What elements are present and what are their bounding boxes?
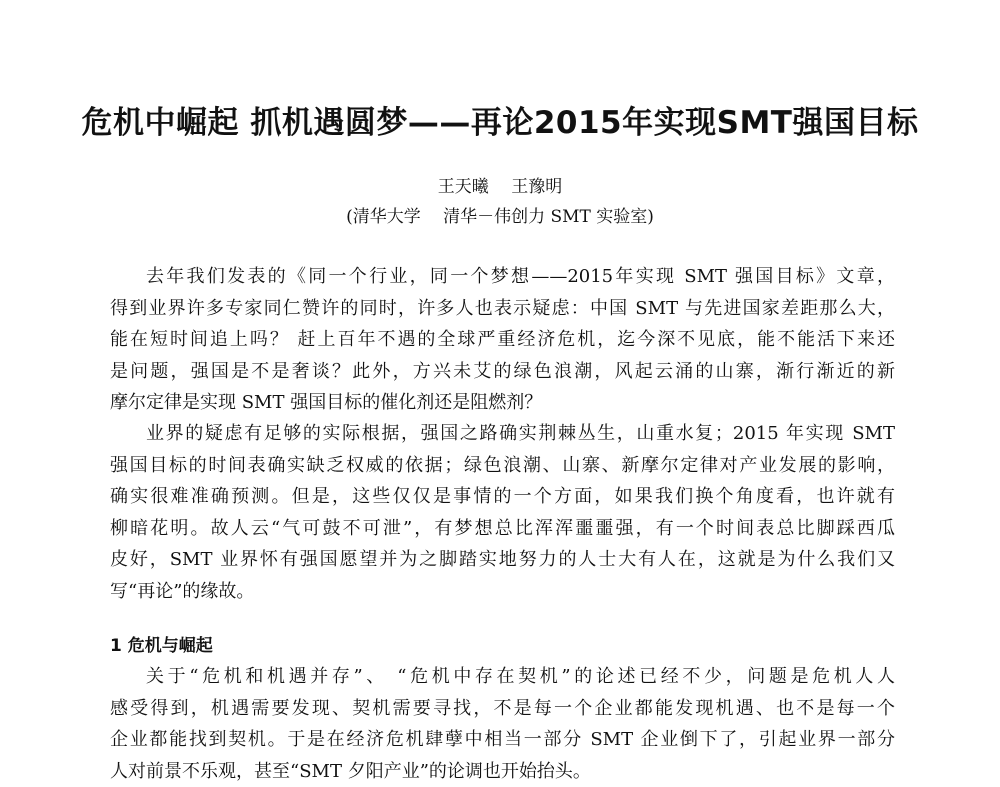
paper-title: 危机中崛起 抓机遇圆梦——再论2015年实现SMT强国目标 [0, 101, 1000, 145]
paragraph-line: 确实很难准确预测。但是，这些仅仅是事情的一个方面，如果我们换个角度看，也许就有 [110, 481, 895, 513]
paragraph-line: 皮好，SMT 业界怀有强国愿望并为之脚踏实地努力的人士大有人在，这就是为什么我们又 [110, 544, 895, 576]
paragraph-line: 得到业界许多专家同仁赞许的同时，许多人也表示疑虑：中国 SMT 与先进国家差距那么大， [110, 293, 895, 325]
paragraph-line: 是问题，强国是不是奢谈？此外，方兴未艾的绿色浪潮，风起云涌的山寨，渐行渐近的新 [110, 356, 895, 388]
paragraph-line: 人对前景不乐观，甚至“SMT 夕阳产业”的论调也开始抬头。 [110, 756, 895, 787]
paragraph-2 [110, 418, 895, 607]
paragraph-line: 柳暗花明。故人云“气可鼓不可泄”，有梦想总比浑浑噩噩强，有一个时间表总比脚踩西瓜 [110, 513, 895, 545]
paragraph-line: 业界的疑虑有足够的实际根据，强国之路确实荆棘丛生，山重水复；2015 年实现 SMT [110, 418, 895, 450]
section-heading: 1 危机与崛起 [110, 633, 213, 659]
paragraph-1 [110, 261, 895, 419]
paragraph-line: 强国目标的时间表确实缺乏权威的依据；绿色浪潮、山寨、新摩尔定律对产业发展的影响， [110, 450, 895, 482]
paragraph-line: 关于“危机和机遇并存”、 “危机中存在契机”的论述已经不少，问题是危机人人 [110, 661, 895, 693]
paragraph-line: 能在短时间追上吗？ 赶上百年不遇的全球严重经济危机，迄今深不见底，能不能活下来还 [110, 324, 895, 356]
section-paragraph [110, 661, 895, 787]
paragraph-line: 去年我们发表的《同一个行业，同一个梦想——2015年实现 SMT 强国目标》文章， [110, 261, 895, 293]
paper-authors: 王天曦 王豫明 [0, 174, 1000, 200]
paragraph-line: 摩尔定律是实现 SMT 强国目标的催化剂还是阻燃剂？ [110, 387, 895, 419]
paragraph-line: 感受得到，机遇需要发现、契机需要寻找，不是每一个企业都能发现机遇、也不是每一个 [110, 693, 895, 725]
paragraph-line: 写“再论”的缘故。 [110, 576, 895, 608]
paragraph-line: 企业都能找到契机。于是在经济危机肆孽中相当一部分 SMT 企业倒下了，引起业界一部分 [110, 724, 895, 756]
paper-affiliation: (清华大学 清华－伟创力 SMT 实验室) [0, 204, 1000, 230]
